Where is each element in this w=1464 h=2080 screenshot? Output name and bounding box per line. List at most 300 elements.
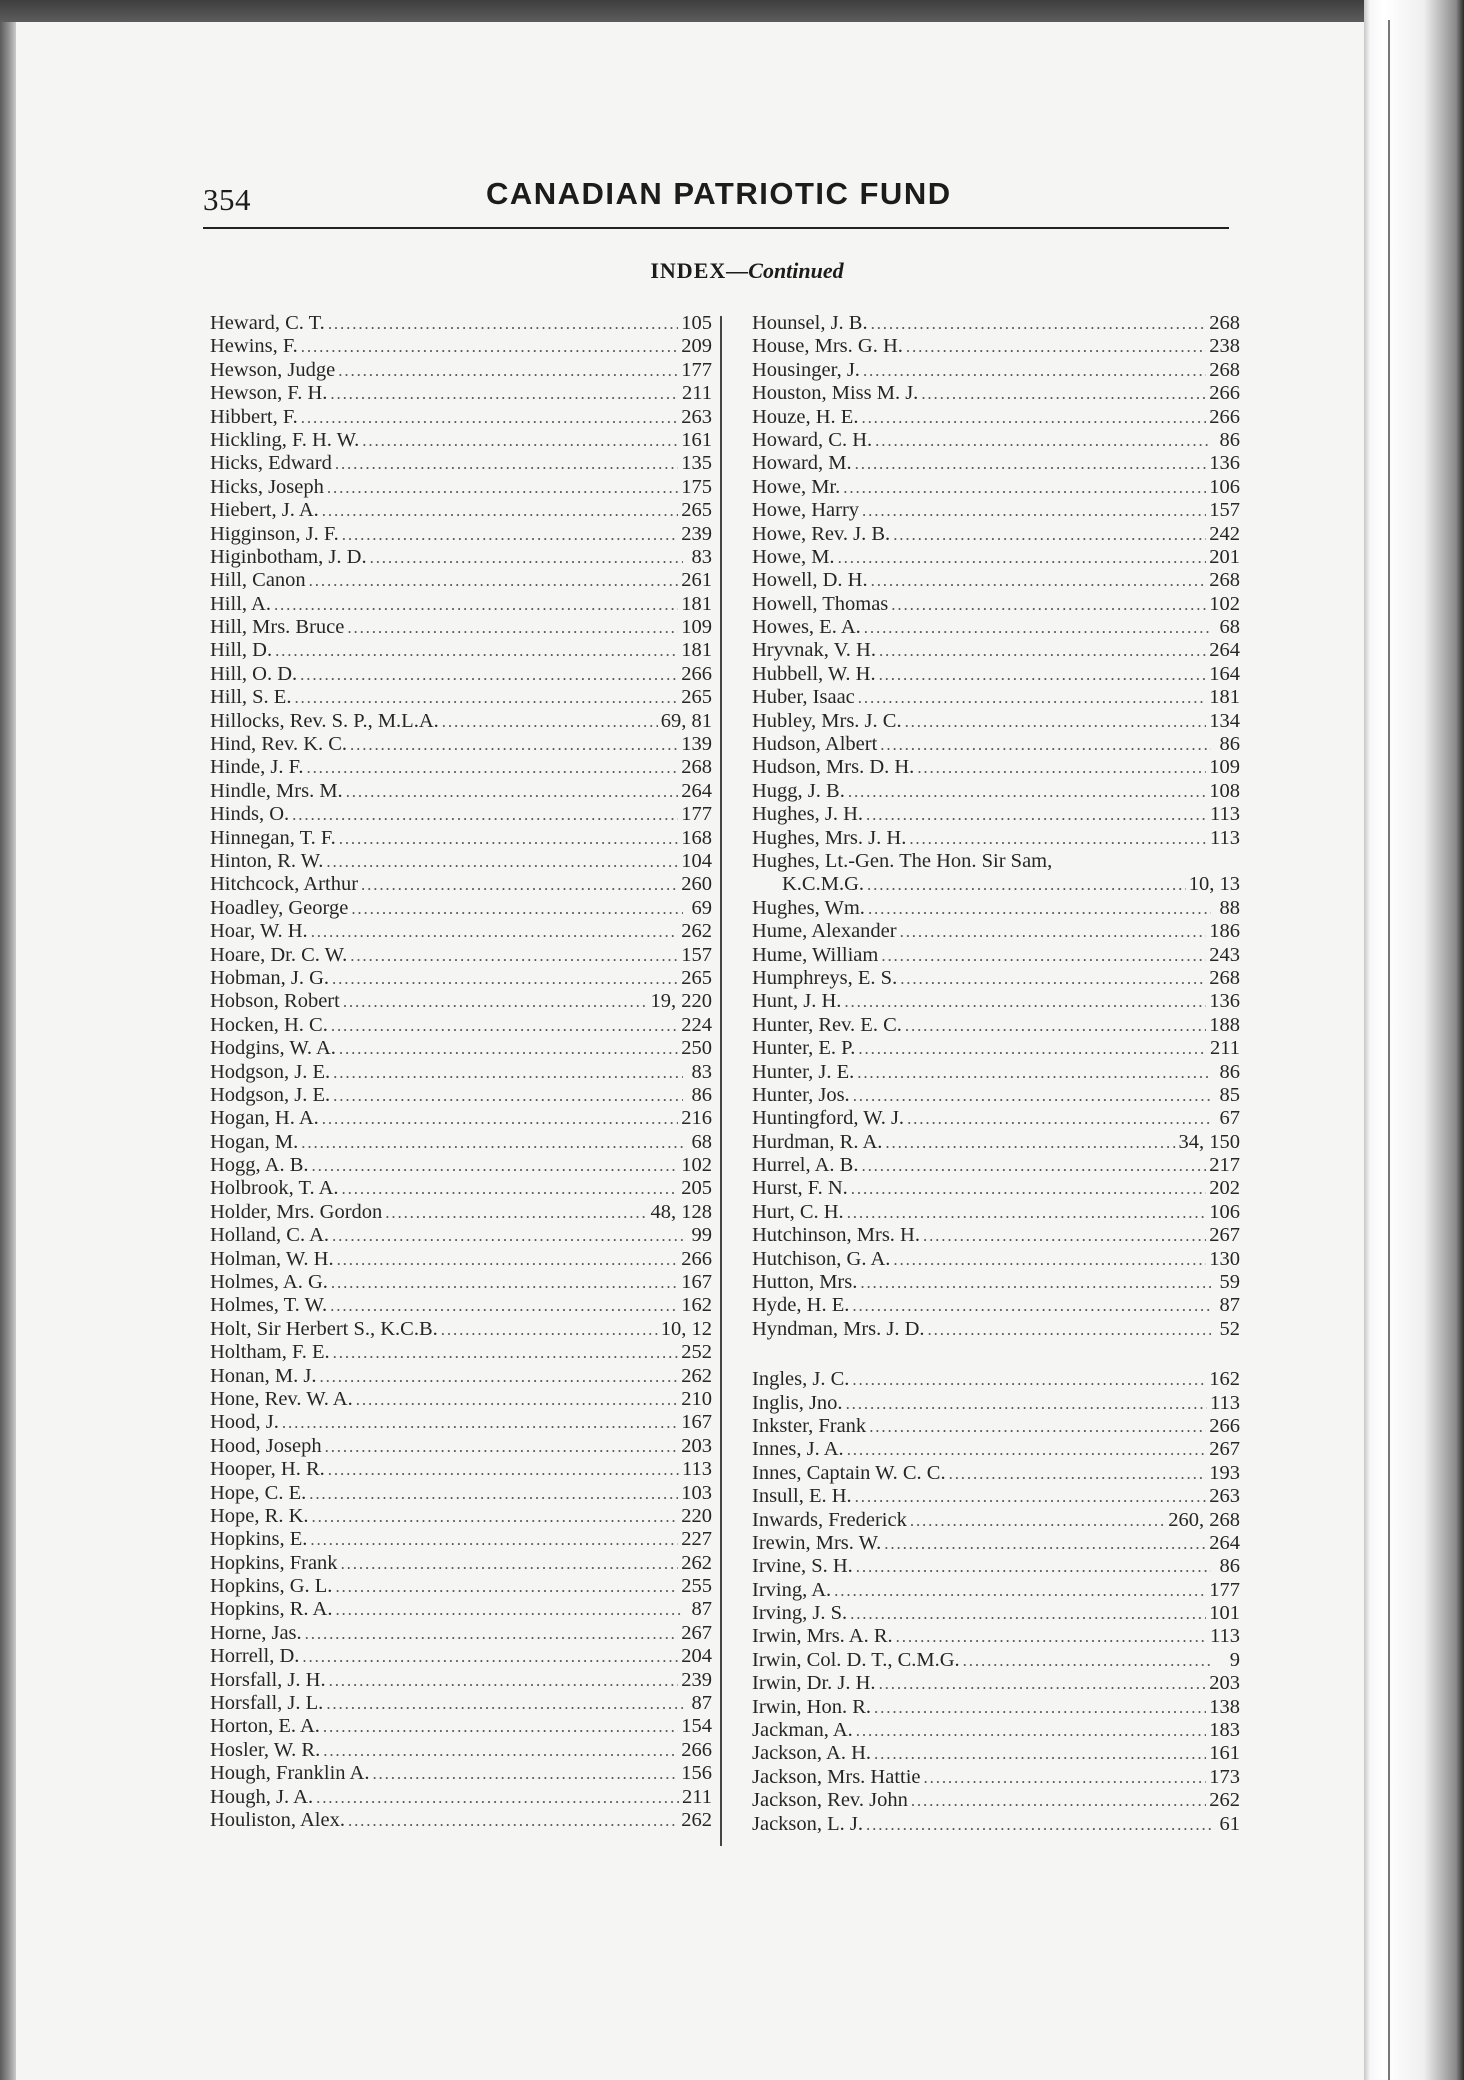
- index-entry-name: Howe, Harry: [752, 499, 860, 522]
- index-entry: [210, 967, 712, 990]
- leader-dots: [335, 452, 678, 475]
- leader-dots: [370, 546, 683, 569]
- index-entry: [752, 1318, 1240, 1341]
- index-entry: [210, 780, 712, 803]
- index-entry: [210, 686, 712, 709]
- leader-dots: [856, 1555, 1211, 1578]
- index-entry: [210, 920, 712, 943]
- index-entry: [752, 523, 1240, 546]
- index-entry-page: 154: [681, 1715, 712, 1738]
- leader-dots: [838, 546, 1207, 569]
- leader-dots: [884, 1532, 1206, 1555]
- leader-dots: [905, 710, 1207, 733]
- index-entry-name: Horrell, D.: [210, 1645, 300, 1668]
- leader-dots: [896, 1625, 1207, 1648]
- index-entry-name: Holbrook, T. A.: [210, 1177, 339, 1200]
- index-entry: [752, 1271, 1240, 1294]
- index-entry-page: 34, 150: [1178, 1130, 1240, 1153]
- page-gutter-shadow: [1364, 0, 1464, 2080]
- index-entry-name: Ingles, J. C.: [752, 1368, 850, 1391]
- index-entry: [752, 499, 1240, 522]
- leader-dots: [866, 803, 1207, 826]
- index-entry-name: Huber, Isaac: [752, 686, 855, 709]
- index-entry-name: Hogan, H. A.: [210, 1107, 319, 1130]
- leader-dots: [328, 312, 678, 335]
- index-entry-page: 266: [681, 1738, 712, 1761]
- index-entry: [752, 827, 1240, 850]
- index-entry-name: Hume, William: [752, 943, 879, 966]
- index-entry-name: Hiebert, J. A.: [210, 499, 319, 522]
- leader-dots: [294, 686, 678, 709]
- leader-dots: [350, 733, 678, 756]
- leader-dots: [879, 1672, 1207, 1695]
- index-entry-name: Hopkins, Frank: [210, 1551, 338, 1574]
- leader-dots: [847, 1201, 1207, 1224]
- index-entry: [752, 1625, 1240, 1648]
- index-entry: [210, 1762, 712, 1785]
- index-entry-name: Irwin, Dr. J. H.: [752, 1672, 876, 1695]
- index-entry: [210, 1809, 712, 1832]
- index-entry-name: Hopkins, G. L.: [210, 1575, 333, 1598]
- index-entry-name: Holland, C. A.: [210, 1224, 330, 1247]
- index-entry-page: 86: [1219, 733, 1240, 756]
- index-entry-page: 52: [1219, 1317, 1240, 1340]
- index-entry-name: House, Mrs. G. H.: [752, 335, 903, 358]
- index-entry-page: 161: [1209, 1742, 1240, 1765]
- leader-dots: [917, 756, 1206, 779]
- index-entry-page: 177: [1209, 1578, 1240, 1601]
- index-entry-page: 262: [1209, 1789, 1240, 1812]
- leader-dots: [874, 1696, 1206, 1719]
- index-entry: [210, 1061, 712, 1084]
- index-entry-name: Hubbell, W. H.: [752, 662, 876, 685]
- index-entry-name: Irvine, S. H.: [752, 1555, 853, 1578]
- leader-dots: [335, 1575, 678, 1598]
- index-entry-page: 268: [681, 756, 712, 779]
- leader-dots: [337, 1248, 679, 1271]
- index-entry: [210, 359, 712, 382]
- leader-dots: [858, 686, 1206, 709]
- index-entry-name: Hopkins, R. A.: [210, 1598, 333, 1621]
- index-entry-name: Horsfall, J. L.: [210, 1692, 324, 1715]
- index-entry-name: Howes, E. A.: [752, 616, 861, 639]
- leader-dots: [323, 1739, 678, 1762]
- index-entry: [752, 1224, 1240, 1247]
- index-entry-page: 86: [691, 1083, 712, 1106]
- index-entry-name: Insull, E. H.: [752, 1485, 852, 1508]
- leader-dots: [301, 1131, 683, 1154]
- index-entry-name: Hooper, H. R.: [210, 1458, 325, 1481]
- index-entry: [752, 1131, 1240, 1154]
- index-entry: [752, 1789, 1240, 1812]
- index-entry-page: 167: [681, 1271, 712, 1294]
- index-entry: [752, 733, 1240, 756]
- index-entry-name: Horne, Jas.: [210, 1621, 302, 1644]
- index-entry-name: Hugg, J. B.: [752, 779, 845, 802]
- index-entry: [752, 359, 1240, 382]
- index-entry-page: 255: [681, 1575, 712, 1598]
- index-entry-page: 193: [1209, 1461, 1240, 1484]
- index-entry-name: Hudson, Albert: [752, 733, 878, 756]
- index-entry-name: Hodgins, W. A.: [210, 1037, 336, 1060]
- index-entry-name: Holmes, A. G.: [210, 1271, 328, 1294]
- leader-dots: [351, 897, 683, 920]
- index-entry: [752, 1201, 1240, 1224]
- index-entry: [210, 1154, 712, 1177]
- index-entry-name: Hobson, Robert: [210, 990, 340, 1013]
- index-entry-page: 267: [681, 1621, 712, 1644]
- index-entry-name: Hill, S. E.: [210, 686, 292, 709]
- index-entry: [210, 1294, 712, 1317]
- leader-dots: [343, 990, 648, 1013]
- leader-dots: [332, 1224, 683, 1247]
- index-entry: [210, 1482, 712, 1505]
- index-entry-name: Hyndman, Mrs. J. D.: [752, 1317, 925, 1340]
- index-entry: [752, 1766, 1240, 1789]
- index-entry-page: 177: [681, 358, 712, 381]
- leader-dots: [885, 1131, 1175, 1154]
- index-entry-page: 210: [681, 1387, 712, 1410]
- index-entry-page: 162: [1209, 1368, 1240, 1391]
- index-entry: [210, 429, 712, 452]
- index-entry-page: 188: [1209, 1013, 1240, 1036]
- leader-dots: [949, 1462, 1207, 1485]
- leader-dots: [301, 335, 678, 358]
- index-entry-page: 266: [1209, 382, 1240, 405]
- index-entry: [752, 1485, 1240, 1508]
- index-entry: [210, 1552, 712, 1575]
- leader-dots: [871, 312, 1207, 335]
- index-entry: [752, 1555, 1240, 1578]
- leader-dots: [871, 569, 1207, 592]
- index-entry-page: 86: [1219, 1060, 1240, 1083]
- index-column-left: [210, 312, 712, 1832]
- leader-dots: [305, 1622, 679, 1645]
- index-entry-name: Hinnegan, T. F.: [210, 826, 336, 849]
- index-entry-page: 217: [1209, 1154, 1240, 1177]
- index-entry-page: 136: [1209, 452, 1240, 475]
- column-separator: [720, 316, 722, 1846]
- index-entry-name-line2: K.C.M.G.: [782, 873, 865, 896]
- index-entry-page: 83: [691, 1060, 712, 1083]
- index-entry: [752, 1509, 1240, 1532]
- index-entry: [210, 827, 712, 850]
- index-entry-name: Irving, A.: [752, 1578, 832, 1601]
- index-entry: [752, 1294, 1240, 1317]
- index-entry-page: 48, 128: [650, 1200, 712, 1223]
- index-entry-page: 99: [691, 1224, 712, 1247]
- leader-dots: [372, 1762, 678, 1785]
- index-entry-name: Howe, Mr.: [752, 475, 841, 498]
- index-entry-page: 68: [1219, 616, 1240, 639]
- leader-dots: [910, 1509, 1165, 1532]
- leader-dots: [327, 476, 678, 499]
- index-entry-page: 10, 12: [660, 1317, 712, 1340]
- index-group-hug-hyn: [752, 897, 1240, 1341]
- index-entry: [752, 803, 1240, 826]
- index-entry-name: Hough, Franklin A.: [210, 1762, 370, 1785]
- index-entry-page: 252: [681, 1341, 712, 1364]
- index-entry: [752, 780, 1240, 803]
- index-entry: [210, 452, 712, 475]
- index-entry-page: 135: [681, 452, 712, 475]
- index-entry: [752, 616, 1240, 639]
- index-entry: [210, 1622, 712, 1645]
- index-entry-page: 203: [681, 1434, 712, 1457]
- index-entry-name: Innes, J. A.: [752, 1438, 844, 1461]
- index-entry-page: 224: [681, 1013, 712, 1036]
- index-entry-name: Hurst, F. N.: [752, 1177, 848, 1200]
- index-entry-page: 264: [681, 779, 712, 802]
- index-entry: [752, 1462, 1240, 1485]
- leader-dots: [322, 1107, 678, 1130]
- index-entry: [752, 382, 1240, 405]
- index-entry: [752, 1532, 1240, 1555]
- leader-dots: [857, 1061, 1211, 1084]
- index-entry-page: 242: [1209, 522, 1240, 545]
- index-entry-name: Howe, M.: [752, 545, 835, 568]
- index-entry: [752, 1037, 1240, 1060]
- leader-dots: [893, 523, 1206, 546]
- leader-dots: [834, 1579, 1206, 1602]
- leader-dots: [325, 1435, 679, 1458]
- leader-dots: [853, 1084, 1211, 1107]
- index-entry-name: Holmes, T. W.: [210, 1294, 328, 1317]
- index-entry-page: 203: [1209, 1672, 1240, 1695]
- index-entry: [210, 733, 712, 756]
- index-entry: [752, 1107, 1240, 1130]
- index-entry-name-line1: Hughes, Lt.-Gen. The Hon. Sir Sam,: [752, 849, 1053, 872]
- index-entry-page: 161: [681, 428, 712, 451]
- index-entry-name: Hill, Mrs. Bruce: [210, 616, 345, 639]
- index-entry-page: 102: [1209, 592, 1240, 615]
- index-entry-page: 108: [1209, 779, 1240, 802]
- index-entry: [210, 335, 712, 358]
- leader-dots: [881, 944, 1206, 967]
- index-entry: [210, 639, 712, 662]
- leader-dots: [311, 920, 679, 943]
- index-entry-name: Hickling, F. H. W.: [210, 428, 360, 451]
- leader-dots: [852, 1294, 1211, 1317]
- index-entry-page: 113: [1210, 1391, 1240, 1414]
- leader-dots: [861, 1154, 1206, 1177]
- leader-dots: [879, 663, 1207, 686]
- index-entry: [752, 944, 1240, 967]
- index-entry: [210, 1505, 712, 1528]
- index-entry-name: Howell, Thomas: [752, 592, 889, 615]
- index-entry-name: Hill, Canon: [210, 569, 306, 592]
- index-entry: [210, 803, 712, 826]
- leader-dots: [322, 499, 679, 522]
- index-entry: [210, 1365, 712, 1388]
- index-entry: [752, 1649, 1240, 1672]
- index-entry: [210, 1201, 712, 1224]
- index-entry-page: 68: [691, 1130, 712, 1153]
- leader-dots: [326, 1692, 683, 1715]
- leader-dots: [909, 827, 1207, 850]
- running-title: CANADIAN PATRIOTIC FUND: [486, 176, 952, 211]
- index-entry-page: 87: [691, 1692, 712, 1715]
- index-entry-name: Hill, O. D.: [210, 662, 298, 685]
- index-entry-name: Houliston, Alex.: [210, 1809, 345, 1831]
- index-entry-page: 9: [1229, 1648, 1240, 1671]
- leader-dots: [864, 616, 1211, 639]
- index-entry-line2: [752, 873, 1240, 896]
- index-entry-name: Huntingford, W. J.: [752, 1107, 905, 1130]
- leader-dots: [338, 359, 678, 382]
- leader-dots: [350, 944, 678, 967]
- leader-dots: [875, 429, 1211, 452]
- index-entry: [210, 312, 712, 335]
- leader-dots: [309, 569, 679, 592]
- index-entry-name: Hoadley, George: [210, 896, 349, 919]
- index-entry: [752, 1368, 1240, 1391]
- leader-dots: [928, 1318, 1211, 1341]
- index-entry-name: Hughes, Mrs. J. H.: [752, 826, 907, 849]
- index-entry-name: Hope, R. K.: [210, 1504, 309, 1527]
- index-entry: [210, 663, 712, 686]
- leader-dots: [362, 429, 678, 452]
- index-entry-name: Holman, W. H.: [210, 1247, 334, 1270]
- leader-dots: [891, 593, 1206, 616]
- running-header: [203, 172, 1229, 232]
- index-entry-name: Hyde, H. E.: [752, 1294, 850, 1317]
- leader-dots: [342, 1177, 679, 1200]
- index-entry: [210, 897, 712, 920]
- leader-dots: [335, 1598, 683, 1621]
- index-entry: [752, 1602, 1240, 1625]
- leader-dots: [312, 1154, 679, 1177]
- index-entry-page: 202: [1209, 1177, 1240, 1200]
- index-entry-page: 105: [681, 312, 712, 334]
- index-entry-page: 109: [681, 616, 712, 639]
- index-entry: [210, 1669, 712, 1692]
- index-entry-page: 201: [1209, 545, 1240, 568]
- index-entry-page: 261: [681, 569, 712, 592]
- index-entry-name: Hicks, Edward: [210, 452, 332, 475]
- index-entry: [752, 1719, 1240, 1742]
- index-entry-name: Hosler, W. R.: [210, 1738, 321, 1761]
- letter-gap: [752, 1341, 1240, 1368]
- leader-dots: [385, 1201, 647, 1224]
- index-entry-page: 209: [681, 335, 712, 358]
- section-heading-continued: —Continued: [726, 258, 844, 283]
- index-entry-page: 243: [1209, 943, 1240, 966]
- index-entry-page: 181: [1209, 686, 1240, 709]
- index-entry: [210, 1341, 712, 1364]
- index-entry-name: Howard, C. H.: [752, 428, 873, 451]
- index-entry: [210, 499, 712, 522]
- index-entry: [210, 406, 712, 429]
- index-entry-name: Higinbotham, J. D.: [210, 545, 367, 568]
- index-entry: [752, 1696, 1240, 1719]
- leader-dots: [333, 1061, 683, 1084]
- leader-dots: [329, 1669, 679, 1692]
- leader-dots: [879, 639, 1206, 662]
- index-entry-page: 263: [681, 405, 712, 428]
- index-entry-page: 69, 81: [660, 709, 712, 732]
- index-entry: [210, 1037, 712, 1060]
- index-entry-name: Holtham, F. E.: [210, 1341, 330, 1364]
- index-entry-name: Holt, Sir Herbert S., K.C.B.: [210, 1317, 438, 1340]
- index-entry: [752, 967, 1240, 990]
- binding-edge-line: [1388, 20, 1390, 2080]
- index-entry-name: Heward, C. T.: [210, 312, 325, 334]
- index-entry: [210, 523, 712, 546]
- leader-dots: [323, 1715, 678, 1738]
- index-entry-page: 162: [681, 1294, 712, 1317]
- index-entry: [210, 710, 712, 733]
- leader-dots: [274, 593, 678, 616]
- index-entry-name: Horton, E. A.: [210, 1715, 320, 1738]
- index-entry: [210, 546, 712, 569]
- section-heading-main: INDEX: [650, 258, 727, 283]
- index-entry-name: Hopkins, E.: [210, 1528, 308, 1551]
- leader-dots: [339, 827, 679, 850]
- index-entry-page: 267: [1209, 1224, 1240, 1247]
- index-entry-page: 67: [1219, 1107, 1240, 1130]
- leader-dots: [923, 1224, 1206, 1247]
- index-entry-name: Houze, H. E.: [752, 405, 859, 428]
- leader-dots: [282, 1411, 678, 1434]
- leader-dots: [867, 873, 1186, 896]
- index-entry-name: Hughes, Wm.: [752, 896, 865, 919]
- index-group-i-j: [752, 1368, 1240, 1836]
- index-entry: [210, 1177, 712, 1200]
- index-entry: [210, 1715, 712, 1738]
- index-entry-name: Hind, Rev. K. C.: [210, 733, 348, 756]
- leader-dots: [900, 920, 1207, 943]
- index-entry: [210, 1271, 712, 1294]
- index-entry-page: 157: [681, 943, 712, 966]
- index-entry-page: 266: [681, 662, 712, 685]
- leader-dots: [328, 1458, 679, 1481]
- index-entry-name: Hutton, Mrs.: [752, 1271, 858, 1294]
- header-rule: [203, 227, 1229, 229]
- index-entry-name: Hurdman, R. A.: [752, 1130, 883, 1153]
- index-entry: [752, 756, 1240, 779]
- index-entry-page: 265: [681, 686, 712, 709]
- index-entry-name: Honan, M. J.: [210, 1364, 317, 1387]
- leader-dots: [275, 639, 678, 662]
- index-entry-page: 262: [681, 1364, 712, 1387]
- index-entry: [752, 1154, 1240, 1177]
- index-entry-page: 138: [1209, 1695, 1240, 1718]
- index-entry: [210, 1084, 712, 1107]
- leader-dots: [905, 1014, 1206, 1037]
- index-entry-page: 262: [681, 920, 712, 943]
- index-entry-name: Jackson, Mrs. Hattie: [752, 1765, 921, 1788]
- index-entry-name: Hunter, Rev. E. C.: [752, 1013, 902, 1036]
- index-entry: [752, 1579, 1240, 1602]
- index-entry-name: Hill, D.: [210, 639, 273, 662]
- index-entry: [752, 1415, 1240, 1438]
- index-column-right: [752, 312, 1240, 1836]
- index-entry: [210, 1598, 712, 1621]
- index-entry-name: Hunter, Jos.: [752, 1083, 850, 1106]
- index-entry-page: 260: [681, 873, 712, 896]
- index-entry-name: Higginson, J. F.: [210, 522, 339, 545]
- leader-dots: [331, 1014, 678, 1037]
- page-number: 354: [203, 182, 251, 217]
- index-entry: [752, 546, 1240, 569]
- index-entry-name: Hinton, R. W.: [210, 849, 324, 872]
- index-entry-name: Hood, Joseph: [210, 1434, 322, 1457]
- leader-dots: [319, 1365, 678, 1388]
- index-entry-name: Humphreys, E. S.: [752, 966, 898, 989]
- index-entry-name: Hutchinson, Mrs. H.: [752, 1224, 920, 1247]
- index-entry: [210, 873, 712, 896]
